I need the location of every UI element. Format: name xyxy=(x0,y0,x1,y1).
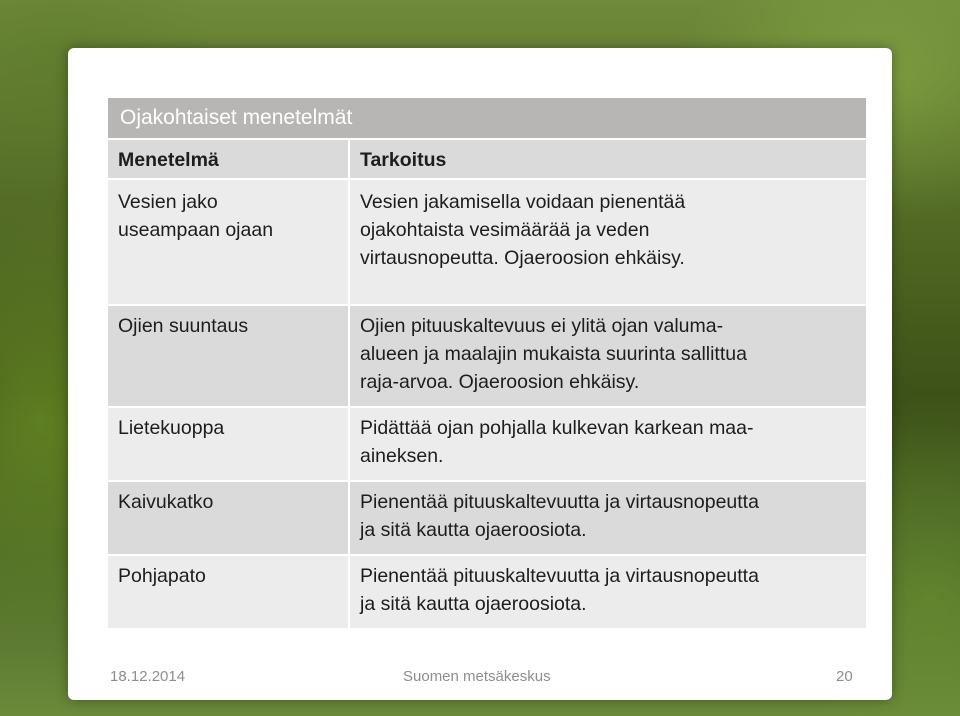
table-row xyxy=(108,408,866,482)
method-cell xyxy=(108,306,350,408)
purpose-cell xyxy=(350,306,866,408)
purpose-cell xyxy=(350,180,866,306)
purpose-line: Pienentää pituuskaltevuutta ja virtausnopeutta xyxy=(360,565,759,587)
header-purpose: Tarkoitus xyxy=(350,140,866,180)
method-cell xyxy=(108,556,350,628)
table-row xyxy=(108,556,866,628)
method-line: Lietekuoppa xyxy=(118,417,225,439)
footer-date: 18.12.2014 xyxy=(110,668,186,685)
slide-title: Ojakohtaiset menetelmät xyxy=(108,98,866,138)
purpose-line: Pidättää ojan pohjalla kulkevan karkean maa- xyxy=(360,417,754,439)
table-header-row xyxy=(108,140,866,180)
footer-organization: Suomen metsäkeskus xyxy=(403,668,551,685)
table-row xyxy=(108,306,866,408)
purpose-line: ja sitä kautta ojaeroosiota. xyxy=(360,593,587,615)
purpose-line: alueen ja maalajin mukaista suurinta sallittua xyxy=(360,343,747,365)
purpose-line: Vesien jakamisella voidaan pienentää xyxy=(360,191,686,213)
purpose-line: ja sitä kautta ojaeroosiota. xyxy=(360,519,587,541)
purpose-cell xyxy=(350,408,866,482)
purpose-cell xyxy=(350,482,866,556)
method-line: Ojien suuntaus xyxy=(118,315,249,337)
purpose-line: virtausnopeutta. Ojaeroosion ehkäisy. xyxy=(360,247,685,269)
method-cell xyxy=(108,408,350,482)
purpose-line: raja-arvoa. Ojaeroosion ehkäisy. xyxy=(360,371,640,393)
method-line: Vesien jako xyxy=(118,191,218,213)
table-row xyxy=(108,180,866,306)
method-line: Kaivukatko xyxy=(118,491,214,513)
purpose-line: Ojien pituuskaltevuus ei ylitä ojan valuma- xyxy=(360,315,724,337)
table-row xyxy=(108,482,866,556)
purpose-line: aineksen. xyxy=(360,445,444,467)
method-cell xyxy=(108,482,350,556)
methods-table xyxy=(108,140,866,628)
header-method: Menetelmä xyxy=(108,140,350,180)
purpose-cell xyxy=(350,556,866,628)
purpose-line: ojakohtaista vesimäärää ja veden xyxy=(360,219,650,241)
method-line: Pohjapato xyxy=(118,565,206,587)
method-cell xyxy=(108,180,350,306)
method-line: useampaan ojaan xyxy=(118,219,274,241)
footer-page-number: 20 xyxy=(836,668,853,685)
purpose-line: Pienentää pituuskaltevuutta ja virtausnopeutta xyxy=(360,491,759,513)
